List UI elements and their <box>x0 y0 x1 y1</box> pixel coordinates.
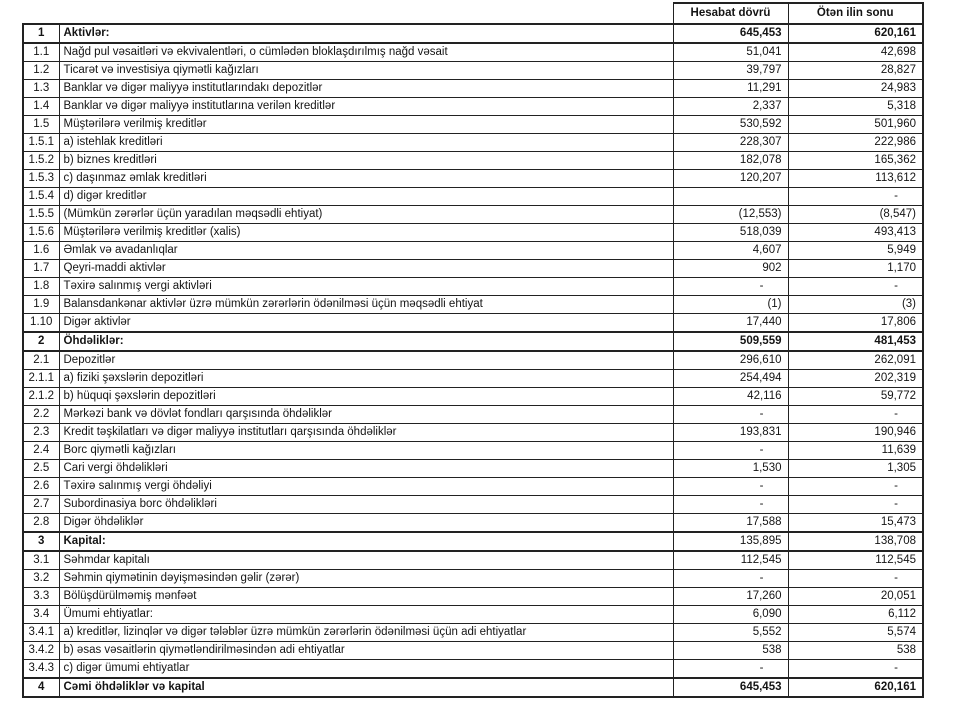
table-row <box>23 570 923 588</box>
table-row <box>23 24 923 43</box>
previous-year-value-cell: 202,319 <box>788 370 923 388</box>
row-number-cell: 1.6 <box>23 242 59 260</box>
previous-year-value-cell: 5,318 <box>788 98 923 116</box>
row-label-cell: Təxirə salınmış vergi öhdəliyi <box>59 478 673 496</box>
row-label-cell: c) digər ümumi ehtiyatlar <box>59 660 673 679</box>
current-period-value-cell: 135,895 <box>673 532 788 551</box>
previous-year-value-cell: 501,960 <box>788 116 923 134</box>
row-label-cell: Aktivlər: <box>59 24 673 43</box>
table-row <box>23 532 923 551</box>
previous-year-value-cell: - <box>788 188 923 206</box>
previous-year-value-cell: 1,305 <box>788 460 923 478</box>
table-row <box>23 206 923 224</box>
row-number-cell: 1.5.6 <box>23 224 59 242</box>
row-number-cell: 1.5 <box>23 116 59 134</box>
table-body <box>23 24 923 697</box>
previous-year-value-cell: 24,983 <box>788 80 923 98</box>
row-label-cell: Öhdəliklər: <box>59 332 673 351</box>
row-label-cell: Səhmdar kapitalı <box>59 551 673 570</box>
previous-year-value-cell: 262,091 <box>788 351 923 370</box>
row-number-cell: 1.4 <box>23 98 59 116</box>
row-number-cell: 1.8 <box>23 278 59 296</box>
row-number-cell: 1.7 <box>23 260 59 278</box>
previous-year-value-cell: (8,547) <box>788 206 923 224</box>
current-period-value-cell: 6,090 <box>673 606 788 624</box>
previous-year-value-cell: 15,473 <box>788 514 923 533</box>
previous-year-value-cell: - <box>788 406 923 424</box>
table-row <box>23 496 923 514</box>
row-label-cell: Borc qiymətli kağızları <box>59 442 673 460</box>
table-row <box>23 351 923 370</box>
row-label-cell: Bölüşdürülməmiş mənfəət <box>59 588 673 606</box>
current-period-value-cell: 120,207 <box>673 170 788 188</box>
row-number-cell: 1.10 <box>23 314 59 333</box>
row-label-cell: Digər aktivlər <box>59 314 673 333</box>
row-number-cell: 3 <box>23 532 59 551</box>
row-number-cell: 1.5.3 <box>23 170 59 188</box>
row-number-cell: 2.1.1 <box>23 370 59 388</box>
row-label-cell: Banklar və digər maliyyə institutlarındakı depozitlər <box>59 80 673 98</box>
previous-year-value-cell: 190,946 <box>788 424 923 442</box>
table-header-row <box>23 3 923 24</box>
current-period-value-cell: - <box>673 278 788 296</box>
previous-year-value-cell: - <box>788 496 923 514</box>
row-label-cell: b) hüquqi şəxslərin depozitləri <box>59 388 673 406</box>
current-period-value-cell <box>673 188 788 206</box>
current-period-value-cell: 17,588 <box>673 514 788 533</box>
current-period-value-cell: 645,453 <box>673 678 788 697</box>
row-number-cell: 2.2 <box>23 406 59 424</box>
current-period-value-cell: 17,260 <box>673 588 788 606</box>
row-number-cell: 1.3 <box>23 80 59 98</box>
row-number-cell: 3.3 <box>23 588 59 606</box>
table-row <box>23 62 923 80</box>
row-label-cell: Kredit təşkilatları və digər maliyyə institutları qarşısında öhdəliklər <box>59 424 673 442</box>
previous-year-value-cell: - <box>788 478 923 496</box>
previous-year-value-cell: 620,161 <box>788 678 923 697</box>
current-period-value-cell: 228,307 <box>673 134 788 152</box>
row-label-cell: Mərkəzi bank və dövlət fondları qarşısında öhdəliklər <box>59 406 673 424</box>
previous-year-value-cell: (3) <box>788 296 923 314</box>
row-number-cell: 2.4 <box>23 442 59 460</box>
current-period-value-cell: (1) <box>673 296 788 314</box>
current-period-value-cell: 645,453 <box>673 24 788 43</box>
row-label-cell: Depozitlər <box>59 351 673 370</box>
balance-sheet-table <box>22 2 924 698</box>
row-label-cell: (Mümkün zərərlər üçün yaradılan məqsədli ehtiyat) <box>59 206 673 224</box>
previous-year-value-cell: 165,362 <box>788 152 923 170</box>
table-row <box>23 152 923 170</box>
previous-year-value-cell: 17,806 <box>788 314 923 333</box>
row-number-cell: 3.4 <box>23 606 59 624</box>
row-number-cell: 1.9 <box>23 296 59 314</box>
current-period-value-cell: - <box>673 496 788 514</box>
table-row <box>23 624 923 642</box>
current-period-value-cell: 2,337 <box>673 98 788 116</box>
current-period-value-cell: - <box>673 660 788 679</box>
row-number-cell: 3.4.1 <box>23 624 59 642</box>
table-row <box>23 134 923 152</box>
table-row <box>23 514 923 533</box>
row-label-cell: Səhmin qiymətinin dəyişməsindən gəlir (zərər) <box>59 570 673 588</box>
table-row <box>23 660 923 679</box>
previous-year-value-cell: 42,698 <box>788 43 923 62</box>
previous-year-value-cell: 538 <box>788 642 923 660</box>
current-period-value-cell: 538 <box>673 642 788 660</box>
table-row <box>23 642 923 660</box>
current-period-value-cell: 39,797 <box>673 62 788 80</box>
row-number-cell: 2.8 <box>23 514 59 533</box>
table-row <box>23 478 923 496</box>
table-row <box>23 424 923 442</box>
previous-year-value-cell: 11,639 <box>788 442 923 460</box>
row-label-cell: Subordinasiya borc öhdəlikləri <box>59 496 673 514</box>
previous-year-value-cell: 620,161 <box>788 24 923 43</box>
previous-year-value-cell: 481,453 <box>788 332 923 351</box>
row-number-cell: 3.4.3 <box>23 660 59 679</box>
row-number-cell: 2.1.2 <box>23 388 59 406</box>
table-row <box>23 278 923 296</box>
table-row <box>23 260 923 278</box>
row-number-cell: 1.5.4 <box>23 188 59 206</box>
row-label-cell: a) kreditlər, lizinqlər və digər tələblər üzrə mümkün zərərlərin ödənilməsi üçün adi ehtiyatlar <box>59 624 673 642</box>
row-label-cell: Ticarət və investisiya qiymətli kağızları <box>59 62 673 80</box>
table-row <box>23 296 923 314</box>
row-label-cell: d) digər kreditlər <box>59 188 673 206</box>
row-label-cell: Ümumi ehtiyatlar: <box>59 606 673 624</box>
previous-year-value-cell: 493,413 <box>788 224 923 242</box>
current-period-value-cell: 296,610 <box>673 351 788 370</box>
previous-year-value-cell: 5,574 <box>788 624 923 642</box>
header-spacer-num <box>23 3 59 24</box>
current-period-value-cell: (12,553) <box>673 206 788 224</box>
table-row <box>23 224 923 242</box>
row-number-cell: 2 <box>23 332 59 351</box>
table-row <box>23 314 923 333</box>
current-period-value-cell: 182,078 <box>673 152 788 170</box>
table-row <box>23 606 923 624</box>
previous-year-value-cell: 113,612 <box>788 170 923 188</box>
previous-year-value-cell: 6,112 <box>788 606 923 624</box>
table-row <box>23 188 923 206</box>
current-period-value-cell: 193,831 <box>673 424 788 442</box>
row-label-cell: Banklar və digər maliyyə institutlarına verilən kreditlər <box>59 98 673 116</box>
row-number-cell: 2.3 <box>23 424 59 442</box>
table-row <box>23 98 923 116</box>
row-number-cell: 2.1 <box>23 351 59 370</box>
row-label-cell: Təxirə salınmış vergi aktivləri <box>59 278 673 296</box>
row-number-cell: 3.2 <box>23 570 59 588</box>
previous-year-value-cell: 1,170 <box>788 260 923 278</box>
current-period-value-cell: 51,041 <box>673 43 788 62</box>
current-period-value-cell: 530,592 <box>673 116 788 134</box>
previous-year-value-cell: 28,827 <box>788 62 923 80</box>
previous-year-value-cell: - <box>788 660 923 679</box>
row-label-cell: Digər öhdəliklər <box>59 514 673 533</box>
table-row <box>23 43 923 62</box>
row-label-cell: Müştərilərə verilmiş kreditlər <box>59 116 673 134</box>
row-number-cell: 2.5 <box>23 460 59 478</box>
row-label-cell: b) biznes kreditləri <box>59 152 673 170</box>
current-period-value-cell: - <box>673 442 788 460</box>
current-period-value-cell: 4,607 <box>673 242 788 260</box>
row-number-cell: 3.1 <box>23 551 59 570</box>
table-row <box>23 406 923 424</box>
row-number-cell: 1.5.2 <box>23 152 59 170</box>
table-row <box>23 551 923 570</box>
table-row <box>23 370 923 388</box>
row-label-cell: Cari vergi öhdəlikləri <box>59 460 673 478</box>
row-label-cell: Kapital: <box>59 532 673 551</box>
current-period-value-cell: 518,039 <box>673 224 788 242</box>
row-label-cell: Əmlak və avadanlıqlar <box>59 242 673 260</box>
row-number-cell: 1 <box>23 24 59 43</box>
table-row <box>23 242 923 260</box>
current-period-value-cell: 509,559 <box>673 332 788 351</box>
previous-year-value-cell: 112,545 <box>788 551 923 570</box>
row-label-cell: Cəmi öhdəliklər və kapital <box>59 678 673 697</box>
previous-year-value-cell: - <box>788 570 923 588</box>
current-period-value-cell: 902 <box>673 260 788 278</box>
previous-year-value-cell: 20,051 <box>788 588 923 606</box>
current-period-value-cell: 11,291 <box>673 80 788 98</box>
current-period-value-cell: 5,552 <box>673 624 788 642</box>
row-label-cell: a) istehlak kreditləri <box>59 134 673 152</box>
row-number-cell: 4 <box>23 678 59 697</box>
row-number-cell: 1.1 <box>23 43 59 62</box>
row-label-cell: a) fiziki şəxslərin depozitləri <box>59 370 673 388</box>
table-row <box>23 388 923 406</box>
table-row <box>23 332 923 351</box>
row-label-cell: Qeyri-maddi aktivlər <box>59 260 673 278</box>
row-label-cell: b) əsas vəsaitlərin qiymətləndirilməsindən adi ehtiyatlar <box>59 642 673 660</box>
column-header-previous-year-end: Ötən ilin sonu <box>788 3 923 24</box>
previous-year-value-cell: 138,708 <box>788 532 923 551</box>
row-number-cell: 1.5.1 <box>23 134 59 152</box>
table-row <box>23 588 923 606</box>
previous-year-value-cell: 5,949 <box>788 242 923 260</box>
row-label-cell: c) daşınmaz əmlak kreditləri <box>59 170 673 188</box>
current-period-value-cell: 42,116 <box>673 388 788 406</box>
table-row <box>23 116 923 134</box>
table-row <box>23 442 923 460</box>
current-period-value-cell: - <box>673 406 788 424</box>
current-period-value-cell: - <box>673 478 788 496</box>
table-row <box>23 170 923 188</box>
row-label-cell: Nağd pul vəsaitləri və ekvivalentləri, o cümlədən bloklaşdırılmış nağd vəsait <box>59 43 673 62</box>
current-period-value-cell: 1,530 <box>673 460 788 478</box>
previous-year-value-cell: 59,772 <box>788 388 923 406</box>
current-period-value-cell: - <box>673 570 788 588</box>
row-number-cell: 2.7 <box>23 496 59 514</box>
row-label-cell: Balansdankənar aktivlər üzrə mümkün zərərlərin ödənilməsi üçün məqsədli ehtiyat <box>59 296 673 314</box>
row-number-cell: 3.4.2 <box>23 642 59 660</box>
row-number-cell: 1.2 <box>23 62 59 80</box>
current-period-value-cell: 17,440 <box>673 314 788 333</box>
row-label-cell: Müştərilərə verilmiş kreditlər (xalis) <box>59 224 673 242</box>
current-period-value-cell: 254,494 <box>673 370 788 388</box>
row-number-cell: 1.5.5 <box>23 206 59 224</box>
table-row <box>23 460 923 478</box>
column-header-current-period: Hesabat dövrü <box>673 3 788 24</box>
previous-year-value-cell: 222,986 <box>788 134 923 152</box>
previous-year-value-cell: - <box>788 278 923 296</box>
table-row <box>23 678 923 697</box>
header-spacer-desc <box>59 3 673 24</box>
row-number-cell: 2.6 <box>23 478 59 496</box>
current-period-value-cell: 112,545 <box>673 551 788 570</box>
table-row <box>23 80 923 98</box>
